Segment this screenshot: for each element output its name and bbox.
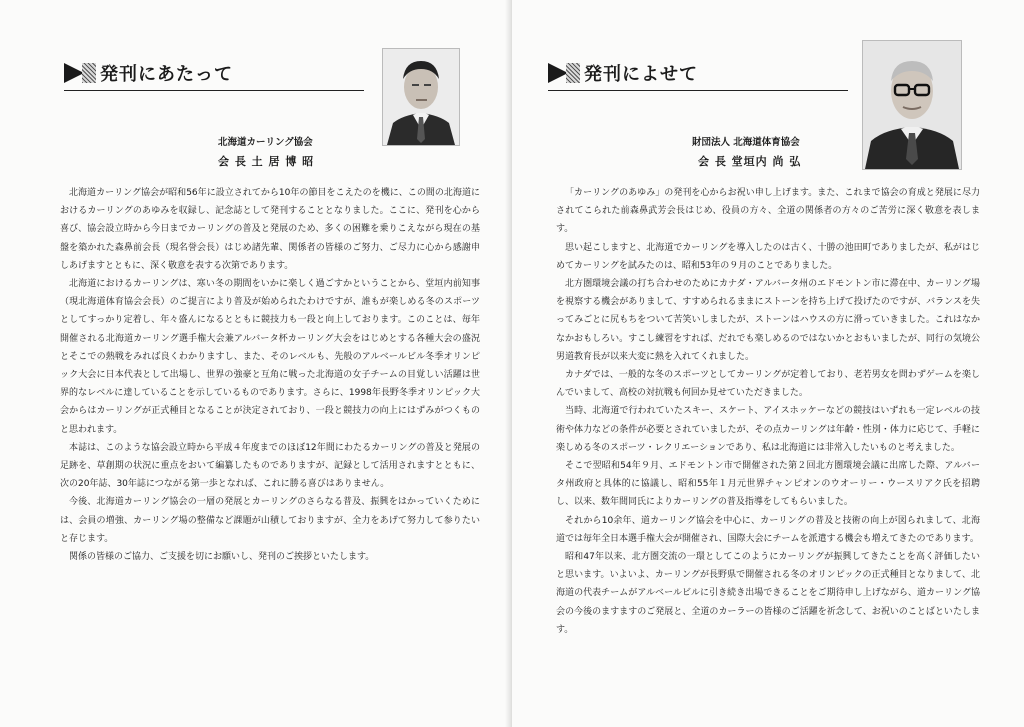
left-paragraph: 北海道カーリング協会が昭和56年に設立されてから10年の節目をこえたのを機に、この間の北海道におけるカーリングのあゆみを収録し、記念誌として発刊することとなりました。ここに、発刊を心から喜び、協会設立時から今日までカーリングの普及と発展のため、多くの困難を乗りこえながら現在の基盤を築かれた森鼻前会長（現名誉会長）はじめ諸先輩、関係者の皆様のご努力、ご尽力に心から感謝申しあげますとともに、深く敬意を表する次第であります。 bbox=[60, 188, 480, 271]
left-paragraph: 今後、北海道カーリング協会の一層の発展とカーリングのさらなる普及、振興をはかっていくためには、会員の増強、カーリング場の整備など課題が山積しておりますが、全力をあげて努力して参りたいと存じます。 bbox=[60, 497, 480, 544]
right-paragraph: そこで翌昭和54年９月、エドモントン市で開催された第２回北方圏環境会議に出席した際、アルバータ州政府と具体的に協議し、昭和55年１月元世界チャンピオンのウオーリー・ウースリアク氏を招聘し、以来、数年間同氏によりカーリングの普及指導をしてもらいました。 bbox=[556, 461, 980, 508]
left-heading-rule bbox=[64, 90, 364, 91]
left-heading-title: 発刊にあたって bbox=[100, 64, 233, 85]
right-author-name: 会 長 堂垣内 尚 弘 bbox=[698, 155, 802, 168]
right-org: 財団法人 北海道体育協会 bbox=[692, 137, 800, 148]
right-heading-title: 発刊によせて bbox=[584, 64, 698, 85]
right-paragraph: 「カーリングのあゆみ」の発刊を心からお祝い申し上げます。また、これまで協会の育成と発展に尽力されてこられた前森鼻武芳会長はじめ、役員の方々、全道の関係者の方々のご苦労に深く敬意を表します。 bbox=[556, 188, 980, 235]
left-org: 北海道カーリング協会 bbox=[218, 137, 313, 148]
left-body bbox=[60, 184, 480, 566]
left-paragraph: 北海道におけるカーリングは、寒い冬の期間をいかに楽しく過ごすかということから、堂垣内前知事（現北海道体育協会会長）のご提言により普及が始められたわけですが、誰もが楽しめる冬のスポーツとしてすっかり定着し、年々盛んになるとともに競技力も一段と向上しております。このことは、毎年開催される北海道カーリング選手権大会兼アルバータ杯カーリング大会をはじめとする各種大会の盛況とそこでの熱戦をみれば良くわかりますし、また、そのレベルも、先般のアルベールビル冬季オリンピック大会に日本代表として出場し、世界の強豪と互角に戦った北海道の女子チームの目覚しい活躍は世界的なレベルに達していることを示しているものであります。さらに、1998年長野冬季オリンピック大会からはカーリングが正式種目となることが決定されており、一段と競技力の向上にはずみがつくものと思われます。 bbox=[60, 279, 480, 435]
right-heading bbox=[548, 62, 698, 84]
left-portrait-photo bbox=[382, 48, 460, 146]
right-portrait-photo bbox=[862, 40, 962, 170]
right-paragraph: 北方圏環境会議の打ち合わせのためにカナダ・アルバータ州のエドモントン市に滞在中、カーリング場を視察する機会がありまして、すすめられるままにストーンを持ち上げて投げたのですが、バランスを失ってみごとに尻もちをついて苦笑いしましたが、ストーンはハウスの方に滑っていきました。これはなかなかおもしろい。すこし練習をすれば、だれでも楽しめるのではないかとおもいましたが、同行の気境公男道教育長が以来大変に熱を入れてくれました。 bbox=[556, 279, 980, 362]
right-paragraph: それから10余年、道カーリング協会を中心に、カーリングの普及と技術の向上が図られまして、北海道では毎年全日本選手権大会が開催され、国際大会にチームを派遣する機会も増えてきたのであります。 bbox=[556, 515, 980, 544]
right-heading-rule bbox=[548, 90, 848, 91]
right-page bbox=[512, 0, 1024, 727]
left-page bbox=[0, 0, 510, 727]
right-paragraph: 昭和47年以来、北方圏交流の一環としてこのようにカーリングが振興してきたことを高く評価したいと思います。いよいよ、カーリングが長野県で開催される冬のオリンピックの正式種目となりまして、北海道の代表チームがアルベールビルに引き続き出場できることをご期待申し上げながら、道カーリング協会の今後のますますのご発展と、全道のカーラーの皆様のご活躍を祈念して、お祝いのことばといたします。 bbox=[556, 552, 980, 635]
right-paragraph: 当時、北海道で行われていたスキー、スケート、アイスホッケーなどの競技はいずれも一定レベルの技術や体力などの条件が必要とされていましたが、その点カーリングは年齢・性別・体力に応じて、手軽に楽しめる冬のスポーツ・レクリエーションであり、私は北海道には非常入したいものと考えました。 bbox=[556, 406, 980, 453]
left-paragraph: 関係の皆様のご協力、ご支援を切にお願いし、発刊のご挨拶といたします。 bbox=[69, 552, 375, 563]
heading-arrow-icon bbox=[64, 63, 96, 83]
left-heading bbox=[64, 62, 233, 84]
right-paragraph: 思い起こしますと、北海道でカーリングを導入したのは古く、十勝の池田町でありましたが、私がはじめてカーリングを試みたのは、昭和53年の９月のことでありました。 bbox=[556, 242, 980, 271]
left-paragraph: 本誌は、このような協会設立時から平成４年度までのほぼ12年間にわたるカーリングの普及と発展の足跡を、草創期の状況に重点をおいて編纂したものでありますが、記録として活用されますとともに、次の20年誌、30年誌につながる第一歩となれば、これに勝る喜びはありません。 bbox=[60, 442, 480, 490]
left-author-name: 会 長 土 居 博 昭 bbox=[218, 155, 315, 168]
right-body bbox=[556, 184, 980, 639]
heading-arrow-icon bbox=[548, 63, 580, 83]
right-paragraph: カナダでは、一般的な冬のスポーツとしてカーリングが定着しており、老若男女を問わずゲームを楽しんでいまして、高校の対抗戦も何回か見せていただきました。 bbox=[556, 370, 980, 399]
